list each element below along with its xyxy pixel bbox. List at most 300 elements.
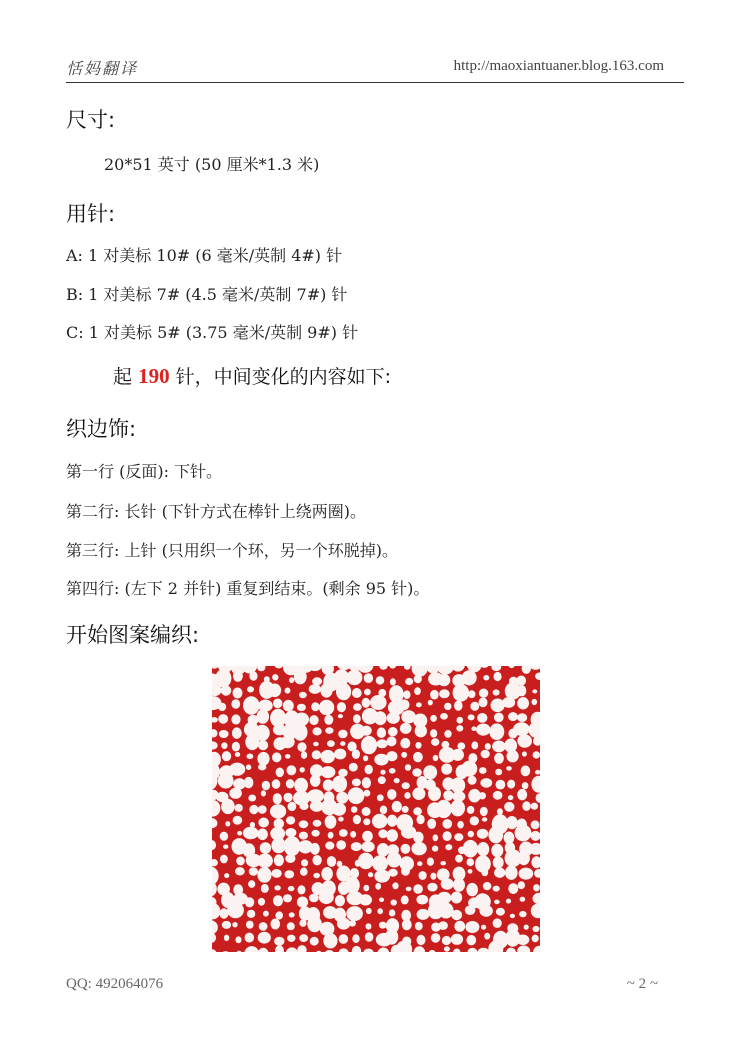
needle-item: C: 1 对美标 5# (3.75 毫米/英制 9#) 针 bbox=[66, 323, 359, 342]
lace-hole bbox=[257, 752, 269, 766]
edging-row: 第四行: (左下 2 并针) 重复到结束。(剩余 95 针)。 bbox=[66, 579, 430, 598]
lace-hole bbox=[336, 840, 346, 850]
lace-hole bbox=[232, 922, 237, 927]
lace-hole bbox=[258, 818, 269, 828]
lace-hole bbox=[502, 697, 515, 708]
lace-hole bbox=[363, 755, 368, 761]
lace-hole bbox=[324, 715, 333, 725]
lace-hole bbox=[257, 829, 268, 841]
lace-hole bbox=[378, 829, 388, 838]
lace-hole bbox=[389, 909, 396, 916]
lace-hole bbox=[392, 801, 402, 812]
lace-hole bbox=[219, 730, 229, 738]
lace-hole bbox=[507, 780, 515, 789]
lace-hole bbox=[454, 921, 465, 932]
lace-hole bbox=[352, 779, 361, 787]
lace-hole bbox=[332, 776, 347, 793]
lace-hole bbox=[430, 715, 437, 722]
lace-hole bbox=[515, 825, 532, 842]
lace-hole bbox=[494, 672, 502, 681]
lace-hole bbox=[245, 897, 254, 907]
lace-hole bbox=[493, 886, 500, 892]
lace-hole bbox=[297, 742, 306, 751]
lace-hole bbox=[414, 675, 422, 683]
lace-hole bbox=[491, 844, 503, 857]
lace-hole bbox=[413, 832, 423, 844]
lace-hole bbox=[232, 727, 242, 738]
lace-hole bbox=[325, 842, 334, 850]
lace-hole bbox=[518, 851, 530, 865]
lace-hole bbox=[220, 832, 228, 841]
lace-hole bbox=[215, 669, 231, 688]
lace-hole bbox=[365, 765, 373, 775]
lace-hole bbox=[235, 936, 241, 943]
lace-hole bbox=[351, 842, 362, 851]
lace-hole bbox=[441, 764, 452, 775]
lace-hole bbox=[297, 897, 308, 908]
lace-hole bbox=[491, 699, 505, 713]
lace-hole bbox=[494, 900, 500, 905]
lace-hole bbox=[519, 911, 526, 917]
lace-hole bbox=[427, 819, 436, 829]
lace-hole bbox=[517, 685, 526, 696]
lace-hole bbox=[494, 753, 504, 764]
lace-hole bbox=[237, 831, 242, 836]
lace-hole bbox=[328, 832, 334, 839]
lace-hole bbox=[275, 911, 283, 919]
lace-hole bbox=[297, 704, 306, 711]
lace-hole bbox=[481, 750, 490, 759]
lace-hole bbox=[505, 866, 518, 880]
cast-on-suffix: 针，中间变化的内容如下: bbox=[175, 366, 392, 388]
lace-hole bbox=[417, 815, 425, 825]
lace-hole bbox=[477, 829, 488, 839]
lace-hole bbox=[480, 807, 488, 816]
lace-hole bbox=[497, 808, 503, 815]
translator-credit: 恬妈翻译 bbox=[66, 59, 139, 78]
lace-hole bbox=[222, 921, 231, 929]
lace-hole bbox=[353, 815, 361, 824]
lace-hole bbox=[431, 738, 439, 746]
lace-hole bbox=[223, 845, 228, 849]
lace-hole bbox=[273, 699, 282, 709]
lace-hole bbox=[430, 873, 436, 880]
lace-hole bbox=[428, 700, 433, 706]
lace-hole bbox=[284, 793, 293, 802]
lace-hole bbox=[379, 898, 384, 903]
cast-on-count: 190 bbox=[138, 364, 170, 388]
lace-hole bbox=[480, 905, 493, 917]
lace-hole bbox=[231, 714, 240, 724]
lace-hole bbox=[504, 802, 514, 812]
lace-hole bbox=[243, 827, 259, 840]
lace-hole bbox=[415, 922, 423, 931]
lace-hole bbox=[372, 814, 387, 829]
lace-hole bbox=[451, 934, 463, 945]
lace-hole bbox=[532, 699, 538, 705]
lace-hole bbox=[493, 918, 502, 928]
lace-hole bbox=[287, 765, 297, 775]
lace-hole bbox=[437, 892, 451, 904]
lace-hole bbox=[387, 751, 398, 761]
lace-hole bbox=[247, 754, 254, 760]
lace-hole bbox=[412, 768, 422, 777]
lace-hole bbox=[286, 779, 295, 788]
lace-hole bbox=[272, 752, 281, 762]
lace-hole bbox=[427, 858, 434, 866]
lace-hole bbox=[465, 905, 476, 915]
lace-hole bbox=[533, 884, 540, 891]
lace-hole bbox=[349, 920, 356, 927]
lace-hole bbox=[467, 858, 475, 866]
lace-hole bbox=[450, 800, 465, 817]
lace-hole bbox=[287, 922, 295, 930]
lace-hole bbox=[243, 696, 260, 714]
lace-hole bbox=[298, 885, 306, 894]
lace-hole bbox=[229, 763, 245, 776]
lace-hole bbox=[358, 853, 374, 870]
lace-hole bbox=[411, 842, 426, 855]
lace-hole bbox=[493, 689, 500, 695]
lace-hole bbox=[309, 715, 318, 725]
lace-hole bbox=[385, 929, 398, 945]
lace-hole bbox=[457, 717, 464, 724]
lace-hole bbox=[286, 816, 295, 824]
lace-hole bbox=[299, 802, 308, 810]
lace-hole bbox=[288, 802, 297, 811]
lace-hole bbox=[484, 933, 490, 940]
lace-hole bbox=[221, 799, 235, 814]
lace-hole bbox=[364, 689, 371, 696]
lace-hole bbox=[313, 820, 322, 827]
lace-hole bbox=[524, 925, 529, 930]
lace-hole bbox=[406, 887, 412, 892]
needles-heading: 用针: bbox=[66, 202, 116, 226]
lace-hole bbox=[272, 674, 278, 680]
lace-hole bbox=[336, 792, 348, 804]
lace-hole bbox=[352, 688, 362, 698]
lace-hole bbox=[517, 935, 530, 946]
lace-hole bbox=[232, 742, 240, 752]
lace-hole bbox=[485, 743, 491, 750]
lace-hole bbox=[218, 703, 226, 711]
lace-hole bbox=[399, 699, 410, 710]
lace-hole bbox=[273, 793, 282, 804]
lace-hole bbox=[402, 919, 412, 930]
lace-hole bbox=[321, 867, 333, 881]
lace-hole bbox=[405, 678, 413, 685]
lace-hole bbox=[391, 900, 397, 906]
lace-hole bbox=[463, 840, 478, 858]
lace-hole bbox=[289, 677, 294, 683]
lace-hole bbox=[299, 919, 306, 926]
lace-hole bbox=[377, 794, 384, 801]
lace-hole bbox=[323, 933, 337, 948]
lace-hole bbox=[345, 877, 360, 894]
lace-hole bbox=[413, 752, 423, 762]
lace-hole bbox=[284, 870, 294, 878]
lace-hole bbox=[430, 729, 437, 737]
lace-hole bbox=[377, 908, 383, 914]
lace-hole bbox=[283, 894, 292, 902]
lace-hole bbox=[453, 878, 465, 892]
lace-hole bbox=[457, 821, 464, 829]
lace-hole bbox=[227, 902, 244, 918]
lace-hole bbox=[522, 801, 530, 811]
lace-hole bbox=[451, 749, 464, 761]
lace-pattern-photo bbox=[212, 666, 540, 952]
lace-hole bbox=[444, 946, 450, 951]
lace-hole bbox=[262, 781, 270, 790]
lace-hole bbox=[362, 698, 371, 708]
edging-row: 第三行: 上针 (只用织一个环，另一个环脱掉)。 bbox=[66, 541, 399, 560]
lace-hole bbox=[233, 688, 243, 699]
lace-hole bbox=[376, 676, 385, 684]
lace-hole bbox=[479, 792, 486, 799]
lace-hole bbox=[506, 816, 518, 829]
lace-hole bbox=[438, 921, 448, 930]
lace-hole bbox=[365, 932, 374, 942]
lace-hole bbox=[334, 749, 346, 760]
lace-hole bbox=[261, 884, 269, 893]
lace-hole bbox=[260, 842, 271, 854]
lace-hole bbox=[413, 884, 423, 894]
lace-hole bbox=[508, 712, 518, 721]
lace-hole bbox=[310, 843, 320, 855]
lace-hole bbox=[350, 831, 356, 838]
lace-hole bbox=[510, 914, 515, 918]
lace-hole bbox=[363, 885, 369, 892]
lace-hole bbox=[517, 789, 527, 800]
lace-hole bbox=[285, 688, 291, 694]
lace-hole bbox=[364, 673, 373, 683]
lace-hole bbox=[359, 894, 372, 905]
lace-hole bbox=[313, 742, 319, 747]
lace-hole bbox=[274, 854, 284, 866]
lace-hole bbox=[471, 741, 478, 749]
lace-hole bbox=[313, 873, 320, 879]
lace-hole bbox=[496, 908, 505, 916]
lace-hole bbox=[335, 895, 345, 906]
lace-hole bbox=[532, 935, 539, 943]
lace-hole bbox=[221, 685, 232, 695]
lace-hole bbox=[300, 767, 305, 772]
lace-hole bbox=[428, 786, 441, 801]
lace-hole bbox=[404, 792, 410, 799]
page-header bbox=[66, 54, 684, 83]
lace-hole bbox=[229, 788, 242, 799]
lace-hole bbox=[338, 730, 347, 739]
lace-hole bbox=[274, 885, 280, 890]
lace-hole bbox=[299, 820, 309, 828]
blog-url[interactable]: http://maoxiantuaner.blog.163.com bbox=[453, 58, 664, 74]
lace-hole bbox=[467, 806, 475, 814]
lace-hole bbox=[235, 752, 240, 757]
lace-hole bbox=[461, 761, 477, 777]
lace-hole bbox=[405, 764, 411, 771]
lace-hole bbox=[244, 777, 254, 788]
lace-hole bbox=[513, 722, 530, 736]
lace-hole bbox=[470, 816, 479, 825]
lace-hole bbox=[249, 867, 258, 876]
lace-hole bbox=[443, 831, 452, 841]
lace-hole bbox=[468, 776, 477, 785]
lace-hole bbox=[455, 855, 463, 863]
lace-hole bbox=[224, 935, 229, 941]
lace-hole bbox=[451, 910, 462, 920]
lace-hole bbox=[389, 768, 396, 774]
lace-hole bbox=[492, 741, 506, 753]
lace-hole bbox=[338, 817, 344, 822]
lace-hole bbox=[517, 734, 532, 747]
lace-hole bbox=[508, 795, 514, 800]
lace-hole bbox=[522, 751, 527, 756]
lace-hole bbox=[442, 819, 452, 829]
lace-hole bbox=[323, 779, 334, 791]
lace-hole bbox=[325, 727, 333, 734]
lace-hole bbox=[348, 787, 365, 804]
lace-hole bbox=[416, 702, 422, 707]
lace-hole bbox=[436, 800, 452, 818]
lace-hole bbox=[494, 868, 505, 878]
lace-hole bbox=[433, 755, 439, 761]
lace-hole bbox=[401, 752, 407, 758]
lace-hole bbox=[496, 780, 506, 790]
lace-hole bbox=[235, 867, 245, 875]
lace-hole bbox=[352, 934, 359, 943]
lace-hole bbox=[488, 826, 503, 843]
lace-hole bbox=[427, 883, 437, 892]
lace-hole bbox=[312, 855, 321, 865]
lace-hole bbox=[273, 895, 283, 906]
lace-hole bbox=[506, 766, 512, 771]
lace-hole bbox=[248, 880, 255, 888]
lace-hole bbox=[477, 713, 487, 723]
lace-hole bbox=[293, 724, 307, 741]
lace-hole bbox=[481, 925, 486, 930]
lace-hole bbox=[387, 736, 397, 746]
lace-hole bbox=[400, 723, 412, 734]
lace-hole bbox=[518, 881, 525, 889]
lace-hole bbox=[368, 872, 373, 877]
lace-hole bbox=[388, 869, 398, 877]
lace-hole bbox=[268, 684, 281, 698]
lace-hole bbox=[375, 883, 381, 890]
lace-hole bbox=[471, 726, 476, 731]
lace-hole bbox=[508, 883, 518, 894]
lace-hole bbox=[299, 832, 308, 840]
lace-hole bbox=[451, 892, 462, 904]
lace-hole bbox=[233, 816, 243, 825]
lace-hole bbox=[374, 711, 387, 725]
lace-hole bbox=[311, 702, 319, 711]
edging-row: 第一行 (反面): 下针。 bbox=[66, 462, 223, 481]
lace-hole bbox=[438, 674, 451, 687]
lace-hole bbox=[309, 894, 319, 903]
lace-hole bbox=[451, 777, 465, 793]
lace-hole bbox=[247, 686, 254, 692]
lace-hole bbox=[442, 936, 451, 945]
footer-qq: QQ: 492064076 bbox=[66, 976, 164, 992]
lace-hole bbox=[374, 754, 388, 766]
lace-hole bbox=[301, 859, 308, 866]
lace-hole bbox=[479, 689, 488, 698]
needle-item: B: 1 对美标 7# (4.5 毫米/英制 7#) 针 bbox=[66, 285, 348, 304]
lace-hole bbox=[294, 778, 308, 793]
lace-hole bbox=[379, 922, 387, 929]
lace-hole bbox=[470, 702, 479, 711]
lace-hole bbox=[346, 670, 362, 685]
lace-hole bbox=[413, 807, 422, 815]
lace-hole bbox=[287, 935, 295, 942]
lace-hole bbox=[271, 869, 281, 878]
lace-hole bbox=[531, 803, 538, 810]
lace-hole bbox=[285, 754, 291, 759]
lace-hole bbox=[493, 856, 504, 868]
lace-hole bbox=[339, 829, 348, 837]
lace-hole bbox=[361, 736, 377, 754]
lace-hole bbox=[440, 713, 448, 720]
lace-hole bbox=[479, 698, 488, 708]
lace-hole bbox=[412, 787, 425, 800]
lace-hole bbox=[220, 855, 228, 864]
lace-hole bbox=[222, 751, 231, 761]
lace-hole bbox=[430, 690, 439, 700]
cast-on-instruction bbox=[113, 362, 391, 389]
lace-texture-image bbox=[212, 666, 540, 952]
lace-hole bbox=[339, 934, 349, 944]
lace-hole bbox=[433, 834, 439, 841]
lace-hole bbox=[532, 689, 537, 693]
lace-hole bbox=[531, 820, 540, 829]
lace-hole bbox=[493, 791, 503, 800]
lace-hole bbox=[362, 777, 371, 788]
lace-hole bbox=[258, 932, 271, 944]
lace-hole bbox=[245, 734, 259, 750]
lace-hole bbox=[380, 806, 387, 815]
lace-hole bbox=[352, 749, 360, 759]
lace-hole bbox=[400, 738, 410, 749]
pattern-heading: 开始图案编织: bbox=[66, 623, 200, 647]
lace-hole bbox=[353, 703, 362, 711]
lace-hole bbox=[340, 741, 345, 746]
lace-hole bbox=[495, 769, 502, 776]
lace-hole bbox=[533, 751, 540, 758]
lace-hole bbox=[453, 684, 469, 702]
lace-hole bbox=[362, 831, 373, 842]
lace-hole bbox=[270, 709, 286, 727]
lace-hole bbox=[401, 844, 411, 854]
lace-hole bbox=[320, 683, 332, 697]
lace-hole bbox=[377, 739, 388, 748]
edging-row: 第二行: 长针 (下针方式在棒针上绕两圈)。 bbox=[66, 502, 367, 521]
lace-hole bbox=[401, 895, 409, 904]
lace-hole bbox=[363, 818, 370, 825]
lace-hole bbox=[258, 740, 268, 750]
edging-heading: 织边饰: bbox=[66, 417, 137, 441]
lace-hole bbox=[372, 855, 388, 871]
lace-hole bbox=[285, 828, 296, 837]
lace-hole bbox=[336, 683, 351, 700]
lace-hole bbox=[466, 883, 478, 896]
lace-hole bbox=[366, 923, 372, 929]
lace-hole bbox=[309, 684, 321, 694]
lace-hole bbox=[246, 764, 251, 770]
lace-hole bbox=[482, 817, 488, 821]
lace-hole bbox=[386, 829, 398, 841]
lace-hole bbox=[519, 868, 534, 880]
lace-hole bbox=[235, 804, 243, 812]
